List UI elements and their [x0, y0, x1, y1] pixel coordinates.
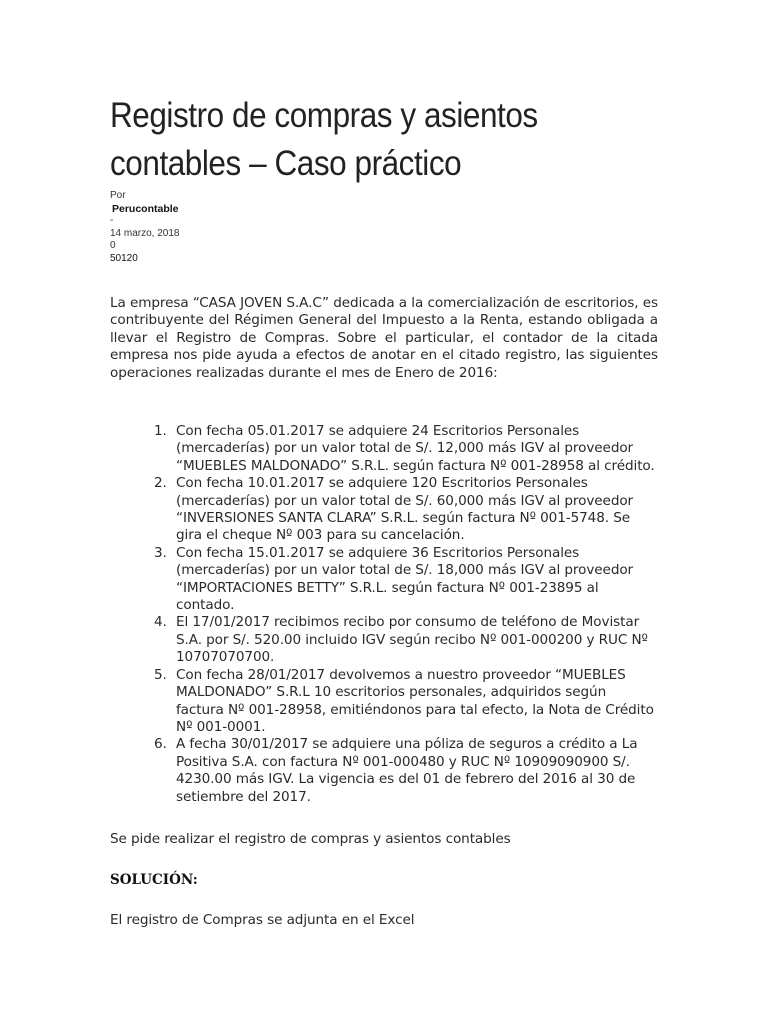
- request-paragraph: Se pide realizar el registro de compras y asientos contables: [110, 831, 511, 847]
- operations-list: [154, 423, 658, 806]
- list-item: [154, 736, 658, 806]
- excel-note: El registro de Compras se adjunta en el Excel: [110, 912, 415, 928]
- list-item-text: A fecha 30/01/2017 se adquiere una póliza de seguros a crédito a La Positiva S.A. con factura Nº 001-000480 y RUC Nº 10909090900 S/. 4230.00 más IGV. La vigencia es del 01 de febrero del 2016 al 30 de setiembre del 2017.: [176, 736, 638, 805]
- solution-heading: SOLUCIÓN:: [110, 872, 198, 888]
- article-title-line-1: Registro de compras y asientos: [110, 96, 538, 135]
- article-title: [110, 92, 603, 188]
- list-item-number: 5.: [154, 666, 167, 683]
- list-item: [154, 475, 658, 545]
- list-item-number: 6.: [154, 736, 167, 753]
- list-item-text: El 17/01/2017 recibimos recibo por consumo de teléfono de Movistar S.A. por S/. 520.00 incluido IGV según recibo Nº 001-000200 y RUC Nº 10707070700.: [176, 614, 648, 666]
- author-link[interactable]: Perucontable: [112, 202, 179, 215]
- list-item: [154, 666, 658, 737]
- publish-date: 14 marzo, 2018: [110, 227, 180, 239]
- list-item: [154, 423, 658, 475]
- list-item-text: Con fecha 05.01.2017 se adquiere 24 Escritorios Personales (mercaderías) por un valor total de S/. 12,000 más IGV al proveedor “MUEBLES MALDONADO” S.R.L. según factura Nº 001-28958 al crédito.: [176, 423, 655, 474]
- list-item: [154, 544, 658, 615]
- list-item-number: 3.: [154, 544, 167, 561]
- article-title-line-2: contables – Caso práctico: [110, 144, 462, 183]
- article-meta: [110, 190, 180, 265]
- list-item: [154, 614, 658, 666]
- intro-paragraph: La empresa “CASA JOVEN S.A.C” dedicada a la comercialización de escritorios, es contribuyente del Régimen General del Impuesto a la Renta, estando obligada a llevar el Registro de Compras. Sobre el particular, el contador de la citada empresa nos pide ayuda a efectos de anotar en el citado registro, las siguientes operaciones realizadas durante el mes de Enero de 2016:: [110, 295, 658, 381]
- list-item-text: Con fecha 10.01.2017 se adquiere 120 Escritorios Personales (mercaderías) por un valor total de S/. 60,000 más IGV al proveedor “INVERSIONES SANTA CLARA” S.R.L. según factura Nº 001-5748. Se gira el cheque Nº 003 para su cancelación.: [176, 475, 634, 544]
- list-item-number: 4.: [154, 614, 167, 631]
- list-item-number: 2.: [154, 475, 167, 492]
- byline-prefix: Por: [110, 190, 126, 201]
- list-item-text: Con fecha 28/01/2017 devolvemos a nuestro proveedor “MUEBLES MALDONADO” S.R.L 10 escritorios personales, adquiridos según factura Nº 001-28958, emitiéndonos para tal efecto, la Nota de Crédito Nº 001-0001.: [176, 666, 654, 735]
- list-item-number: 1.: [154, 423, 167, 439]
- list-item-text: Con fecha 15.01.2017 se adquiere 36 Escritorios Personales (mercaderías) por un valor total de S/. 18,000 más IGV al proveedor “IMPORTACIONES BETTY” S.R.L. según factura Nº 001-23895 al contado.: [176, 544, 634, 614]
- comment-count[interactable]: 0: [110, 240, 116, 251]
- view-count: 50120: [110, 252, 138, 264]
- meta-separator: -: [110, 215, 114, 226]
